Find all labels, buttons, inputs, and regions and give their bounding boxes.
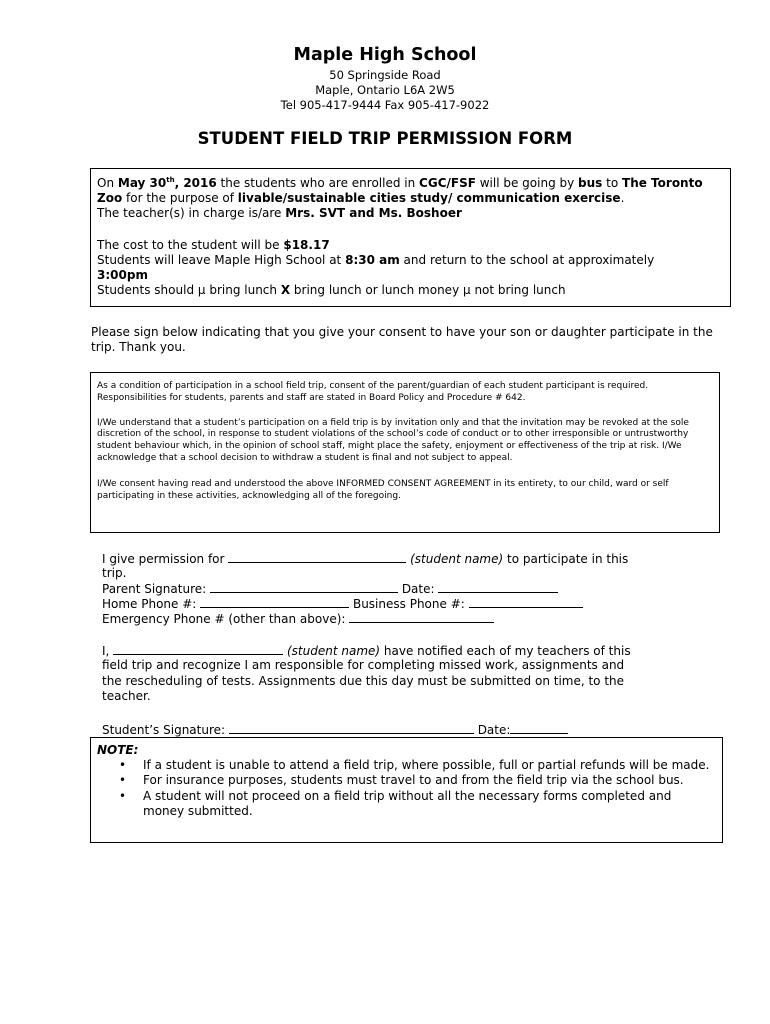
note-list <box>97 758 716 819</box>
student-ack-line-1: I, (student name) have notified each of my teachers of this <box>102 644 631 658</box>
trip-course: CGC/FSF <box>419 176 476 190</box>
bullet-icon: • <box>119 788 127 803</box>
home-phone-field[interactable] <box>200 596 349 608</box>
school-contact: Tel 905-417-9444 Fax 905-417-9022 <box>280 98 490 112</box>
trip-purpose: livable/sustainable cities study/ communication exercise <box>237 191 621 206</box>
trip-times: Students will leave Maple High School at 8:30 am and return to the school at approximately 3:00pm <box>97 252 655 283</box>
permission-line-cont: trip. <box>102 566 127 580</box>
trip-transport: bus <box>578 176 603 190</box>
trip-cost: The cost to the student will be $18.17 <box>97 237 330 252</box>
bullet-icon: • <box>119 758 127 773</box>
student-signature-field[interactable] <box>229 722 474 734</box>
trip-details-box <box>90 168 731 307</box>
business-phone-field[interactable] <box>469 596 583 608</box>
student-ack-line-2: field trip and recognize I am responsible for completing missed work, assignments and <box>102 658 625 672</box>
student-signature-line: Student’s Signature: Date: <box>102 722 568 738</box>
note-title: NOTE: <box>97 743 139 757</box>
note-item: • For insurance purposes, students must travel to and from the field trip via the school bus. <box>119 773 684 788</box>
lunch-option-bring-checkbox[interactable]: µ <box>197 283 206 298</box>
trip-lunch-options: Students should µ bring lunch X bring lunch or lunch money µ not bring lunch <box>97 283 566 298</box>
consent-paragraph-3: I/We consent having read and understood the above INFORMED CONSENT AGREEMENT in its entirety, to our child, ward or self participating in these activities, acknowledging all of the foregoing. <box>97 478 669 501</box>
bullet-icon: • <box>119 773 127 788</box>
emergency-phone-field[interactable] <box>349 611 494 623</box>
trip-date: May 30th, 2016 <box>117 176 217 190</box>
student-name-field[interactable] <box>228 551 406 563</box>
consent-paragraph-2: I/We understand that a student’s participation on a field trip is by invitation only and that the invitation may be revoked at the sole discretion of the school, in response to student violations of the school’s code of conduct or to other irresponsible or untrustworthy student behaviour which, in the opinion of school staff, might place the safety, enjoyment or effectiveness of the trip at risk. I/We acknowledge that a school decision to withdraw a student is final and not subject to appeal. <box>97 417 689 463</box>
trip-destination: The Toronto Zoo <box>97 176 703 206</box>
school-address-street: 50 Springside Road <box>329 68 441 82</box>
student-date-field[interactable] <box>510 722 568 734</box>
note-item: • If a student is unable to attend a field trip, where possible, full or partial refunds will be made. <box>119 758 710 773</box>
note-item: • A student will not proceed on a field trip without all the necessary forms completed and money submitted. <box>119 788 672 818</box>
consent-paragraph-1: As a condition of participation in a school field trip, consent of the parent/guardian of each student participant is required. Responsibilities for students, parents and staff are stated in Board Policy and Procedure # 642. <box>97 381 649 403</box>
trip-teachers: The teacher(s) in charge is/are Mrs. SVT and Ms. Boshoer <box>97 206 462 221</box>
informed-consent-box <box>90 372 720 533</box>
parent-signature-line: Parent Signature: Date: <box>102 581 558 597</box>
consent-intro: Please sign below indicating that you give your consent to have your son or daughter participate in the trip. Thank you. <box>91 325 713 355</box>
parent-date-field[interactable] <box>438 581 558 593</box>
permission-line: I give permission for (student name) to participate in this <box>102 552 629 566</box>
student-ack-name-field[interactable] <box>113 643 283 655</box>
school-address-city: Maple, Ontario L6A 2W5 <box>315 83 455 97</box>
emergency-phone-line: Emergency Phone # (other than above): <box>102 611 494 627</box>
student-ack-line-3: the rescheduling of tests. Assignments due this day must be submitted on time, to the <box>102 674 625 688</box>
school-name: Maple High School <box>293 45 477 65</box>
form-title: STUDENT FIELD TRIP PERMISSION FORM <box>197 129 573 148</box>
student-ack-line-4: teacher. <box>102 689 151 703</box>
phone-line: Home Phone #: Business Phone #: <box>102 596 583 612</box>
lunch-option-money-checkbox[interactable]: X <box>280 283 291 298</box>
note-box <box>90 737 723 843</box>
parent-signature-field[interactable] <box>210 581 398 593</box>
lunch-option-none-checkbox[interactable]: µ <box>462 283 471 298</box>
trip-description: On May 30th, 2016 the students who are enrolled in CGC/FSF will be going by bus to The Toronto Zoo for the purpose of livable/sustainable cities study/ communication exercise. <box>97 176 703 206</box>
